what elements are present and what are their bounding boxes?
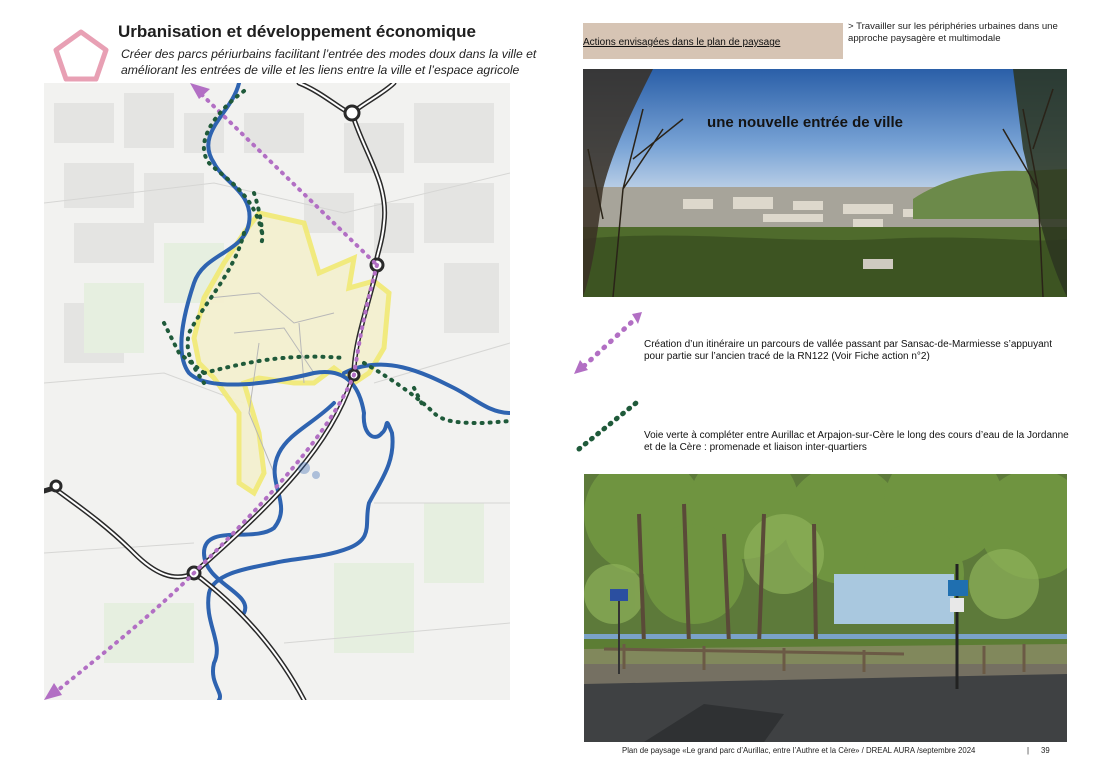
page-number: 39 bbox=[1041, 746, 1050, 755]
legend-purple-route-text: Création d’un itinéraire un parcours de vallée passant par Sansac-de-Marmiesse s’appuyant pour partie sur l’ancien tracé de la RN122 (Voir Fiche action n°2) bbox=[644, 339, 1052, 362]
map-graphic bbox=[44, 83, 510, 700]
map bbox=[44, 83, 510, 700]
city-entrance-photo bbox=[583, 69, 1067, 297]
green-dotted-line-icon bbox=[575, 395, 645, 453]
page-title: Urbanisation et développement économique bbox=[118, 22, 477, 41]
purple-dotted-arrow-icon bbox=[574, 312, 644, 374]
actions-intro: > Travailler sur les périphéries urbaines dans une approche paysagère et multimodale bbox=[848, 21, 1058, 44]
footer-text: Plan de paysage «Le grand parc d’Aurillac, entre l’Authre et la Cère» / DREAL AURA /septembre 2024 bbox=[622, 746, 976, 755]
actions-label: Actions envisagées dans le plan de paysage bbox=[583, 37, 781, 48]
legend-greenway-text: Voie verte à compléter entre Aurillac et Arpajon-sur-Cère le long des cours d’eau de la Jordanne et de la Cère : promenade et liaison inter-quartiers bbox=[644, 430, 1069, 453]
photo-caption: une nouvelle entrée de ville bbox=[707, 114, 903, 131]
greenway-photo bbox=[584, 474, 1067, 742]
pentagon-icon bbox=[52, 28, 110, 84]
page-subtitle: Créer des parcs périurbains facilitant l’entrée des modes doux dans la ville et améliorant les entrées de ville et les liens entre la ville et l’espace agricole bbox=[121, 47, 537, 77]
footer-separator: | bbox=[1027, 746, 1030, 755]
